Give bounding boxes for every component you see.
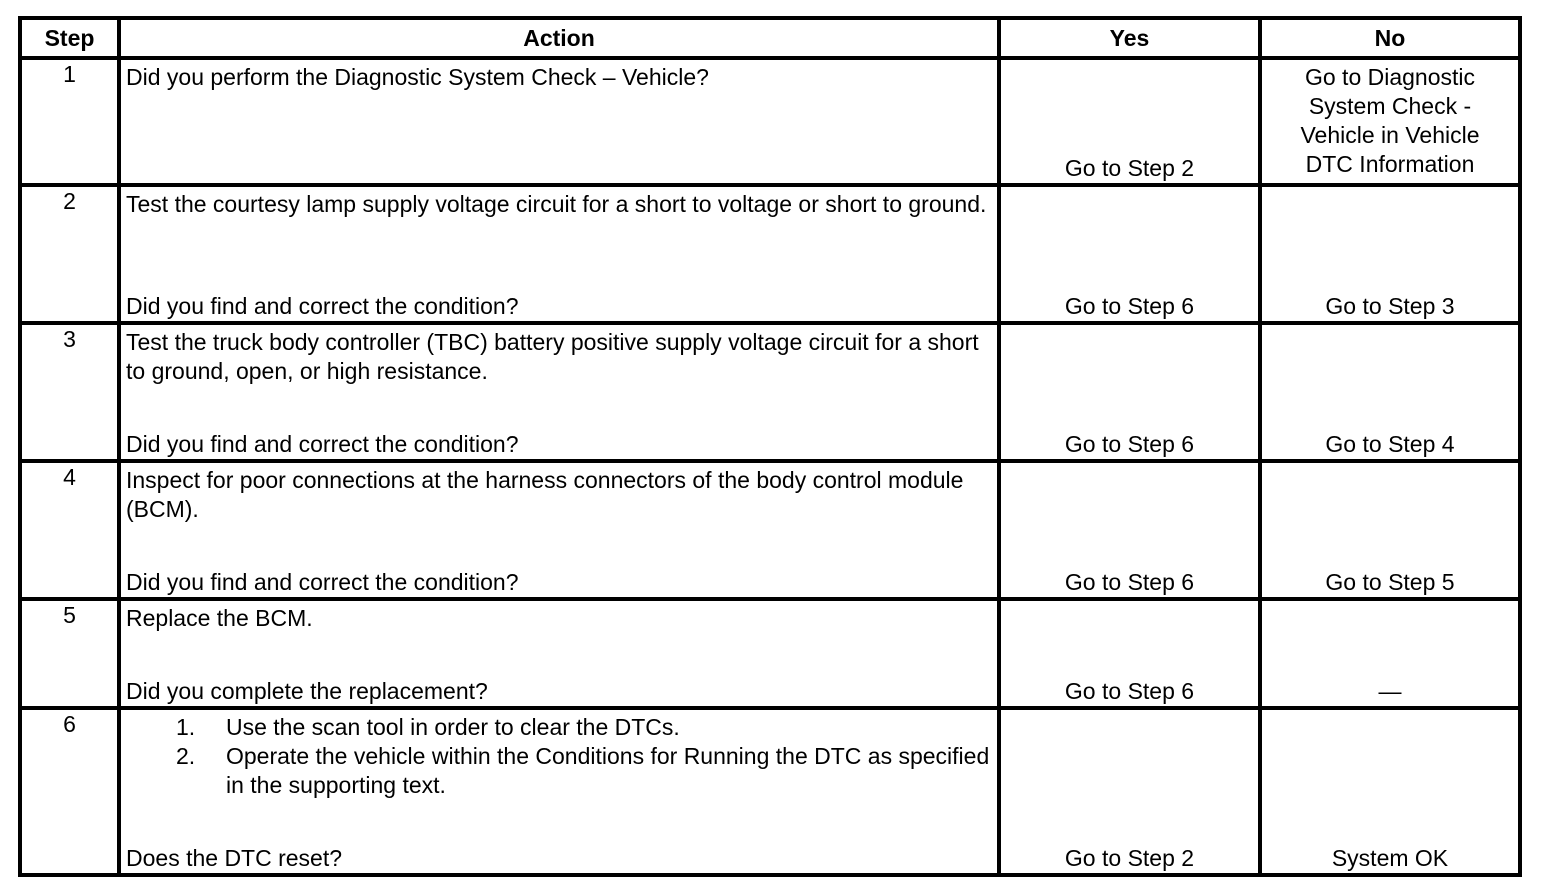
- table-row: [20, 599, 1520, 708]
- table-row: [20, 461, 1520, 599]
- yes-text: Go to Step 2: [1064, 155, 1195, 181]
- no-text: Go to Step 3: [1325, 293, 1455, 319]
- action-text: Test the truck body controller (TBC) battery positive supply voltage circuit for a short to ground, open, or high resistance.: [126, 329, 979, 384]
- yes-cell: [999, 461, 1260, 599]
- yes-text: Go to Step 6: [1064, 293, 1195, 319]
- action-text: Inspect for poor connections at the harness connectors of the body control module (BCM).: [126, 467, 964, 522]
- list-item: [126, 742, 993, 800]
- action-question: Did you find and correct the condition?: [126, 293, 519, 319]
- list-item-number: 1.: [176, 714, 196, 740]
- table-row: [20, 708, 1520, 875]
- action-question: Did you complete the replacement?: [126, 678, 488, 704]
- yes-cell: [999, 323, 1260, 461]
- step-number: 2: [20, 185, 119, 323]
- no-text: System OK: [1331, 845, 1449, 871]
- list-item-text: Operate the vehicle within the Conditions for Running the DTC as specified in the supporting text.: [226, 743, 990, 798]
- yes-cell: [999, 708, 1260, 875]
- action-question: Does the DTC reset?: [126, 845, 343, 871]
- no-cell: [1260, 323, 1520, 461]
- diagnostic-table: [18, 16, 1522, 877]
- action-cell: [119, 185, 999, 323]
- table-row: [20, 185, 1520, 323]
- yes-cell: [999, 185, 1260, 323]
- action-cell: [119, 461, 999, 599]
- no-cell: [1260, 58, 1520, 185]
- step-number: 4: [20, 461, 119, 599]
- yes-cell: [999, 599, 1260, 708]
- no-text: Go to Step 5: [1325, 569, 1455, 595]
- list-item: [126, 713, 993, 742]
- action-text: Did you perform the Diagnostic System Check – Vehicle?: [126, 64, 709, 90]
- action-text: Test the courtesy lamp supply voltage circuit for a short to voltage or short to ground.: [126, 191, 987, 217]
- table-row: [20, 58, 1520, 185]
- yes-text: Go to Step 6: [1064, 431, 1195, 457]
- header-row: [20, 18, 1520, 58]
- list-item-text: Use the scan tool in order to clear the DTCs.: [226, 714, 680, 740]
- yes-cell: [999, 58, 1260, 185]
- step-number: 5: [20, 599, 119, 708]
- yes-text: Go to Step 2: [1064, 845, 1195, 871]
- header-step: Step: [20, 18, 119, 58]
- no-cell: [1260, 708, 1520, 875]
- action-list: [126, 713, 993, 800]
- action-cell: [119, 599, 999, 708]
- no-cell: [1260, 185, 1520, 323]
- action-question: Did you find and correct the condition?: [126, 431, 519, 457]
- header-yes: Yes: [999, 18, 1260, 58]
- list-item-number: 2.: [176, 743, 196, 769]
- no-text: Go to Step 4: [1325, 431, 1455, 457]
- yes-text: Go to Step 6: [1064, 569, 1195, 595]
- action-question: Did you find and correct the condition?: [126, 569, 519, 595]
- yes-text: Go to Step 6: [1064, 678, 1195, 704]
- header-action: Action: [119, 18, 999, 58]
- header-no: No: [1260, 18, 1520, 58]
- step-number: 6: [20, 708, 119, 875]
- table-row: [20, 323, 1520, 461]
- action-cell: [119, 708, 999, 875]
- action-cell: [119, 323, 999, 461]
- no-cell: [1260, 461, 1520, 599]
- action-text: Replace the BCM.: [126, 605, 313, 631]
- no-text: Go to Diagnostic System Check - Vehicle in Vehicle DTC Information: [1300, 64, 1480, 177]
- no-cell: [1260, 599, 1520, 708]
- step-number: 3: [20, 323, 119, 461]
- no-text: —: [1378, 678, 1402, 704]
- step-number: 1: [20, 58, 119, 185]
- action-cell: [119, 58, 999, 185]
